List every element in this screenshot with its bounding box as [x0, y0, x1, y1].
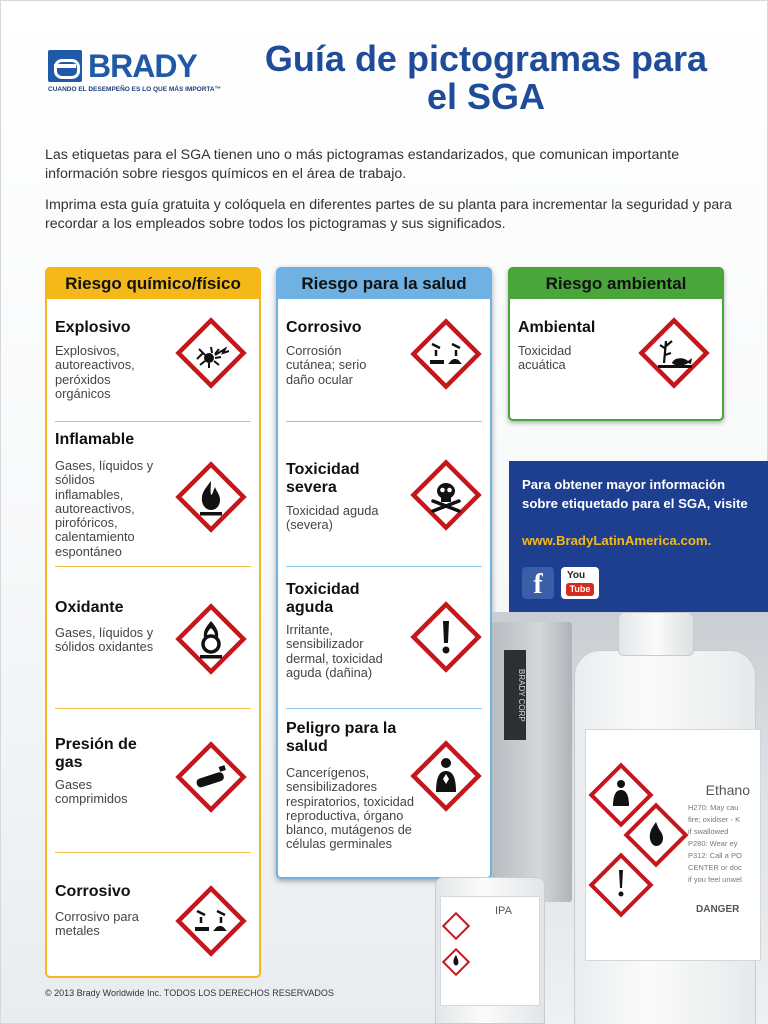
divider — [286, 421, 482, 422]
item-title-severe-toxicity: Toxicidad severa — [286, 461, 360, 496]
corrosion-icon — [171, 881, 251, 961]
divider — [55, 421, 251, 422]
youtube-tube-text: Tube — [566, 583, 594, 596]
item-desc-explosive: Explosivos, autoreactivos, peróxidos orgánicos — [55, 343, 135, 401]
jar-label — [440, 896, 540, 1006]
facebook-icon[interactable]: f — [522, 567, 554, 599]
bottle-line: if swallowed — [688, 827, 729, 836]
youtube-icon[interactable] — [561, 567, 599, 599]
bottle-line: fire; oxidiser - K — [688, 815, 741, 824]
skull-crossbones-icon — [406, 455, 486, 535]
gas-cylinder-icon — [171, 737, 251, 817]
column-header-chemical: Riesgo químico/físico — [47, 269, 259, 299]
item-desc-gas-pressure: Gases comprimidos — [55, 777, 128, 807]
item-title-explosive: Explosivo — [55, 319, 131, 336]
item-title-flammable: Inflamable — [55, 431, 135, 448]
logo-text: BRADY — [88, 48, 197, 84]
intro-paragraph-1: Las etiquetas para el SGA tienen uno o más pictogramas estandarizados, que comunican importante información sobre riesgos químicos en el área de trabajo. — [45, 147, 680, 182]
bottle-ghs-pictograms-icon — [586, 760, 696, 960]
flame-over-circle-icon — [171, 599, 251, 679]
bottle-cap — [618, 612, 694, 656]
column-health — [276, 267, 492, 879]
item-desc-corrosive-metal: Corrosivo para metales — [55, 909, 139, 939]
environment-icon — [634, 313, 714, 393]
bottle-line: P312: Call a PO — [688, 851, 742, 860]
info-text: Para obtener mayor información sobre etiquetado para el SGA, visite — [522, 477, 748, 512]
ipa-jar — [435, 877, 545, 1024]
page-title — [236, 40, 736, 116]
column-header-environment: Riesgo ambiental — [510, 269, 722, 299]
item-desc-environment: Toxicidad acuática — [518, 343, 572, 373]
info-website-link[interactable]: www.BradyLatinAmerica.com. — [522, 533, 712, 548]
flame-icon — [171, 457, 251, 537]
item-title-gas-pressure: Presión de gas — [55, 736, 137, 771]
exclamation-mark-icon — [406, 597, 486, 677]
item-desc-oxidizer: Gases, líquidos y sólidos oxidantes — [55, 625, 154, 655]
item-title-corrosive-skin: Corrosivo — [286, 319, 362, 336]
item-title-acute-toxicity: Toxicidad aguda — [286, 581, 360, 616]
divider — [286, 566, 482, 567]
item-desc-health-hazard: Cancerígenos, sensibilizadores respiratorios, toxicidad reproductiva, órgano blanco, mutágenos de células germinales — [286, 765, 415, 852]
ethanol-bottle — [574, 650, 756, 1024]
bottle-line: CENTER or doc — [688, 863, 742, 872]
bottle-name: Ethano — [705, 782, 750, 798]
item-desc-flammable: Gases, líquidos y sólidos inflamables, autoreactivos, pirofóricos, calentamiento espontáneo — [55, 458, 154, 559]
column-header-health: Riesgo para la salud — [278, 269, 490, 299]
info-box — [509, 461, 768, 612]
divider — [55, 852, 251, 853]
youtube-you-text: You — [567, 570, 586, 581]
item-desc-corrosive-skin: Corrosión cutánea; serio daño ocular — [286, 343, 367, 387]
item-title-corrosive-metal: Corrosivo — [55, 883, 131, 900]
title-line-1: Guía de pictogramas para — [264, 38, 708, 79]
bottle-hazard-text — [688, 802, 768, 886]
item-desc-severe-toxicity: Toxicidad aguda (severa) — [286, 503, 379, 533]
logo-tagline: CUANDO EL DESEMPEÑO ES LO QUE MÁS IMPORTA™ — [48, 86, 222, 93]
divider — [55, 566, 251, 567]
machine-label: BRADY CORP — [504, 650, 526, 740]
column-chemical-physical — [45, 267, 261, 978]
column-environment — [508, 267, 724, 421]
footer-copyright: © 2013 Brady Worldwide Inc. TODOS LOS DERECHOS RESERVADOS — [45, 988, 334, 998]
brady-logo-mark-icon — [48, 50, 82, 82]
item-title-oxidizer: Oxidante — [55, 599, 124, 616]
jar-ghs-pictograms-icon — [441, 911, 471, 991]
bottle-danger-text: DANGER — [696, 904, 740, 915]
item-title-environment: Ambiental — [518, 319, 596, 336]
divider — [55, 708, 251, 709]
intro-paragraph-2: Imprima esta guía gratuita y colóquela en diferentes partes de su planta para incrementar la seguridad y para recordar a los empleados sobre todos los pictogramas y sus significados. — [45, 197, 732, 232]
divider — [286, 708, 482, 709]
corrosion-icon — [406, 314, 486, 394]
bottle-line: H270: May cau — [688, 803, 739, 812]
bottle-line: if you feel unwel — [688, 875, 742, 884]
health-hazard-icon — [406, 736, 486, 816]
printer-machine — [492, 622, 572, 902]
item-desc-acute-toxicity: Irritante, sensibilizador dermal, toxicidad aguda (dañina) — [286, 622, 383, 680]
jar-name: IPA — [495, 905, 512, 917]
bottle-label — [585, 729, 761, 961]
brady-logo — [48, 48, 222, 94]
exploding-bomb-icon — [171, 313, 251, 393]
item-title-health-hazard: Peligro para la salud — [286, 720, 397, 755]
title-line-2: el SGA — [426, 76, 546, 117]
bottle-line: P280: Wear ey — [688, 839, 738, 848]
